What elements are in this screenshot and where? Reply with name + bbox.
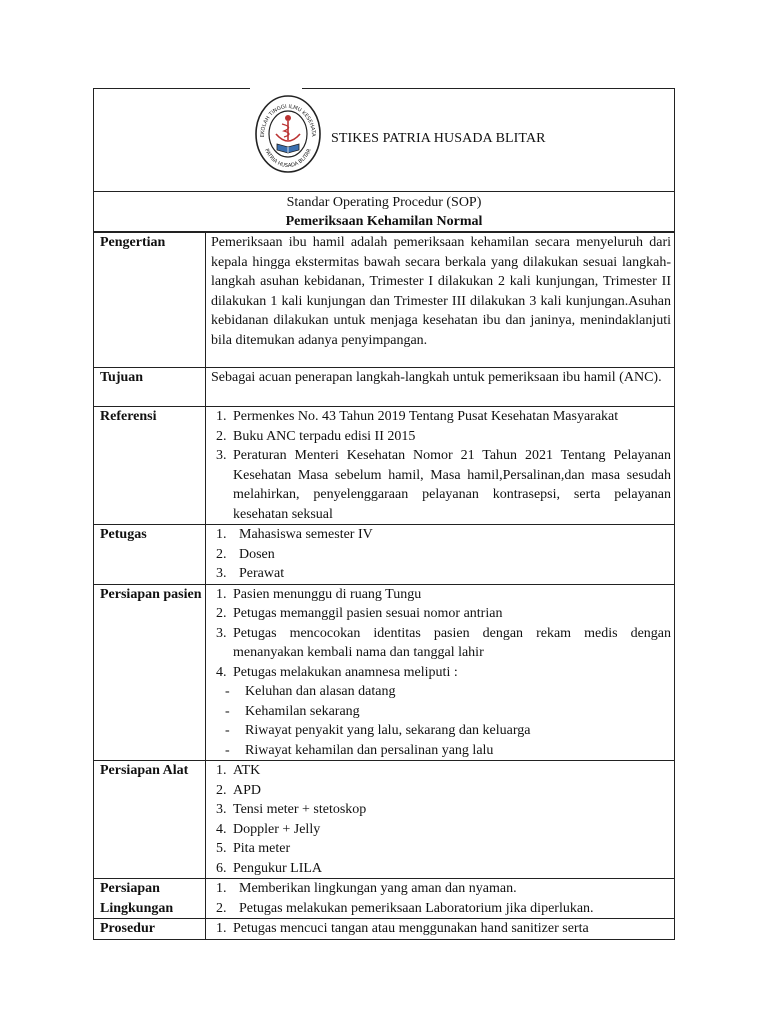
- title-block: [93, 192, 675, 232]
- label-persiapan-lingkungan: Persiapan Lingkungan: [94, 879, 206, 919]
- pengertian-text: Pemeriksaan ibu hamil adalah pemeriksaan kehamilan secara menyeluruh dari kepala hingga ekstermitas bawah secara berkala yang dilakukan sesuai langkah-langkah asuhan kebidanan, Trimester I dilakukan 2 kali kunjungan, Trimester II dilakukan 1 kali kunjungan dan Trimester III dilakukan 3 kali kunjungan.Asuhan kebidanan dilakukan untuk menjaga kesehatan ibu dan janinya, menindaklanjuti bila ditemukan adanya penyimpangan.: [211, 235, 671, 348]
- label-prosedur: Prosedur: [94, 919, 206, 940]
- row-pengertian: [94, 233, 675, 368]
- list-item: 1. Petugas mencuci tangan atau menggunakan hand sanitizer serta: [230, 919, 671, 939]
- content-persiapan-pasien: [206, 584, 675, 761]
- label-referensi: Referensi: [94, 407, 206, 525]
- list-item: - Riwayat kehamilan dan persalinan yang lalu: [225, 741, 671, 761]
- list-item: 3. Perawat: [230, 564, 671, 584]
- row-prosedur: [94, 919, 675, 940]
- institution-name: STIKES PATRIA HUSADA BLITAR: [331, 131, 546, 146]
- referensi-list: [211, 407, 671, 524]
- row-tujuan: [94, 368, 675, 407]
- label-tujuan: Tujuan: [94, 368, 206, 407]
- document-title: Standar Operating Procedur (SOP): [286, 195, 482, 210]
- list-item: 3. Tensi meter + stetoskop: [230, 800, 671, 820]
- sop-document: [93, 88, 675, 940]
- row-persiapan-pasien: [94, 584, 675, 761]
- petugas-list: [211, 525, 671, 584]
- list-item: 3. Petugas mencocokan identitas pasien dengan rekam medis dengan menanyakan kembali nama dan tanggal lahir: [230, 624, 671, 663]
- header-border-gap: [250, 87, 302, 91]
- content-petugas: [206, 525, 675, 585]
- list-item: 2. APD: [230, 781, 671, 801]
- document-header: [93, 88, 675, 192]
- row-persiapan-alat: [94, 761, 675, 879]
- list-item: 1. Permenkes No. 43 Tahun 2019 Tentang Pusat Kesehatan Masyarakat: [230, 407, 671, 427]
- logo-text-top: EKOLAH TINGGI ILMU KESEHATA: [259, 103, 317, 138]
- institution-logo: [254, 94, 322, 174]
- content-persiapan-alat: [206, 761, 675, 879]
- content-referensi: [206, 407, 675, 525]
- content-prosedur: [206, 919, 675, 940]
- list-item: 1. Pasien menunggu di ruang Tungu: [230, 585, 671, 605]
- label-pengertian: Pengertian: [94, 233, 206, 368]
- row-persiapan-lingkungan: [94, 879, 675, 919]
- list-item: 1. Memberikan lingkungan yang aman dan nyaman.: [230, 879, 671, 899]
- list-item: 1. Mahasiswa semester IV: [230, 525, 671, 545]
- list-item: - Kehamilan sekarang: [225, 702, 671, 722]
- list-item: 3. Peraturan Menteri Kesehatan Nomor 21 Tahun 2021 Tentang Pelayanan Kesehatan Masa sebelum hamil, Masa hamil,Persalinan,dan masa sesudah melahirkan, penyelenggaraan pelayanan kontrasepsi, serta pelayanan kesehatan seksual: [230, 446, 671, 524]
- logo-text-bottom: PATRIA HUSADA BLITAR: [263, 147, 313, 170]
- list-item: 2. Petugas melakukan pemeriksaan Laboratorium jika diperlukan.: [230, 899, 671, 919]
- list-item: - Riwayat penyakit yang lalu, sekarang dan keluarga: [225, 721, 671, 741]
- label-petugas: Petugas: [94, 525, 206, 585]
- persiapan-pasien-list: [211, 585, 671, 683]
- sop-table: [93, 232, 675, 940]
- label-persiapan-alat: Persiapan Alat: [94, 761, 206, 879]
- list-item: 5. Pita meter: [230, 839, 671, 859]
- persiapan-lingkungan-list: [211, 879, 671, 918]
- document-subtitle: Pemeriksaan Kehamilan Normal: [285, 214, 483, 229]
- content-pengertian: [206, 233, 675, 368]
- list-item: 2. Buku ANC terpadu edisi II 2015: [230, 427, 671, 447]
- list-item: 4. Petugas melakukan anamnesa meliputi :: [230, 663, 671, 683]
- list-item: 2. Dosen: [230, 545, 671, 565]
- content-persiapan-lingkungan: [206, 879, 675, 919]
- label-persiapan-pasien: Persiapan pasien: [94, 584, 206, 761]
- row-petugas: [94, 525, 675, 585]
- tujuan-text: Sebagai acuan penerapan langkah-langkah untuk pemeriksaan ibu hamil (ANC).: [211, 370, 662, 385]
- list-item: 4. Doppler + Jelly: [230, 820, 671, 840]
- persiapan-alat-list: [211, 761, 671, 878]
- list-item: 1. ATK: [230, 761, 671, 781]
- anamnesa-sublist: [211, 682, 671, 760]
- list-item: 6. Pengukur LILA: [230, 859, 671, 879]
- row-referensi: [94, 407, 675, 525]
- list-item: - Keluhan dan alasan datang: [225, 682, 671, 702]
- content-tujuan: [206, 368, 675, 407]
- prosedur-list: [211, 919, 671, 939]
- list-item: 2. Petugas memanggil pasien sesuai nomor antrian: [230, 604, 671, 624]
